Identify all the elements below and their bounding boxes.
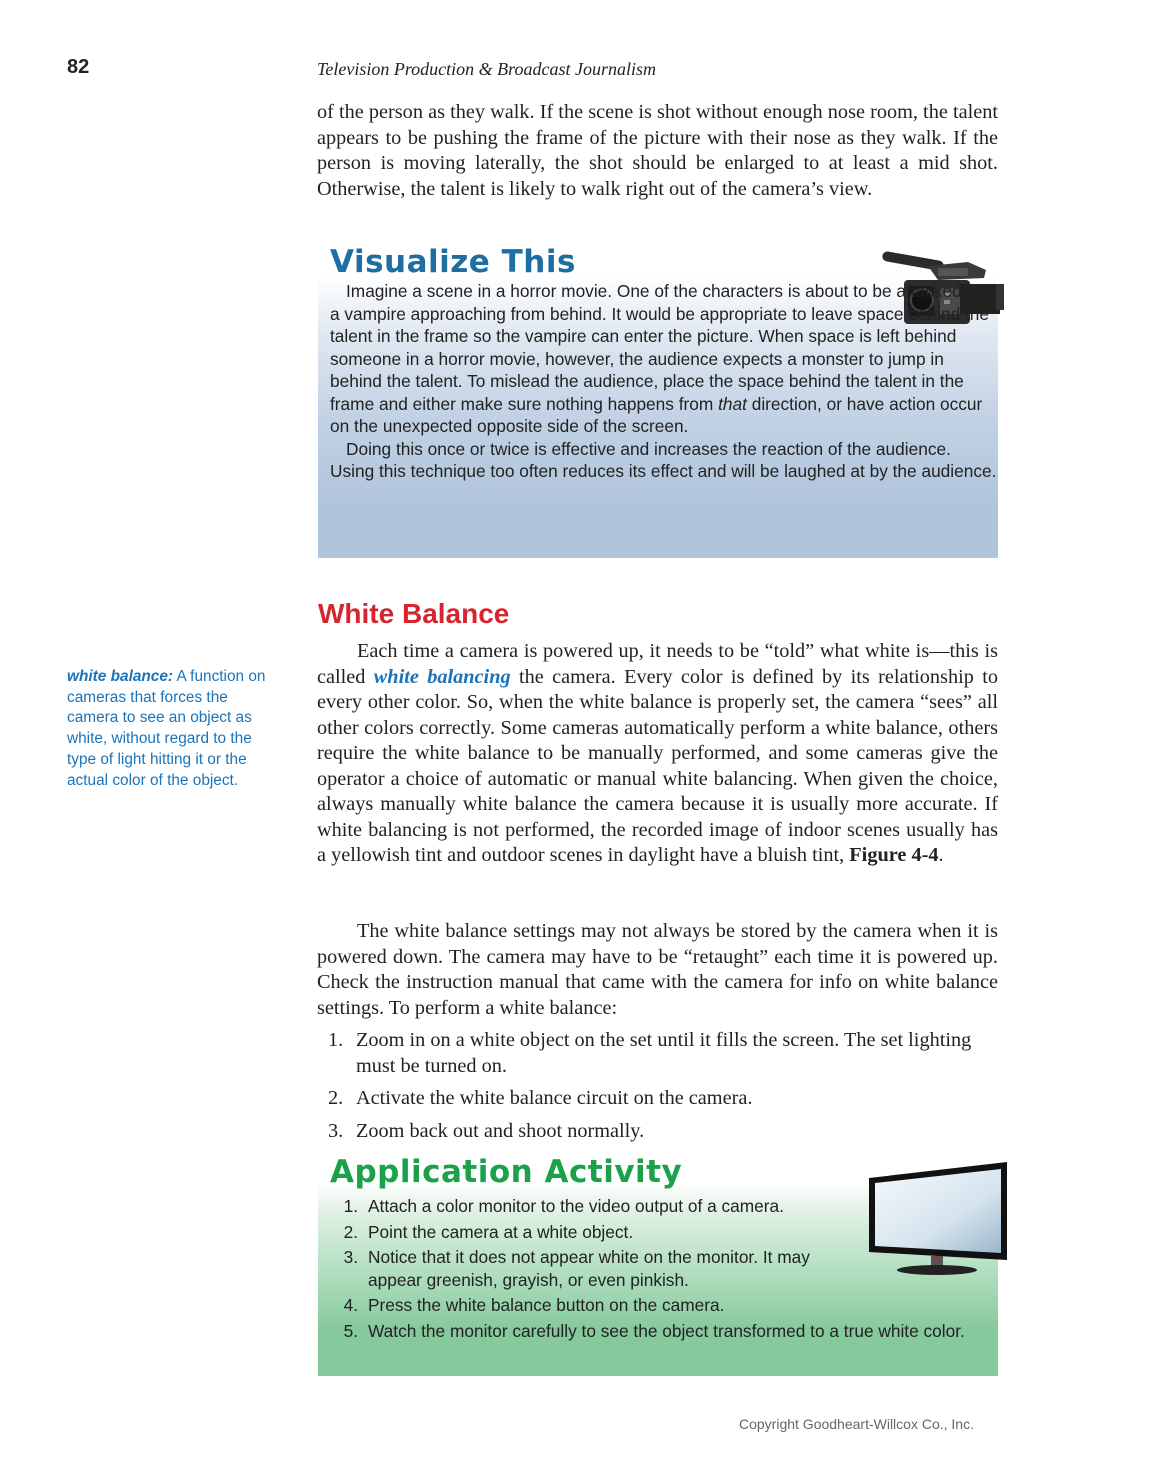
- copyright-footer: Copyright Goodheart-Willcox Co., Inc.: [739, 1416, 974, 1432]
- item-text: Watch the monitor carefully to see the object transformed to a true white color.: [368, 1320, 965, 1341]
- item-number: 2.: [343, 1221, 358, 1242]
- list-item: [328, 1086, 988, 1112]
- white-balance-steps: [328, 1028, 988, 1151]
- visualize-this-box: [318, 246, 998, 558]
- paragraph-text: The white balance settings may not always be stored by the camera when it is powered down. The camera may have to be “retaught” each time it is powered up. Check the instruction manual that came with the camera for info on white balance settings. To perform a white balance:: [317, 920, 998, 1019]
- list-item: [332, 1320, 972, 1343]
- paragraph-text: .: [938, 844, 944, 866]
- step-text: Zoom in on a white object on the set until it fills the screen. The set lighting must be turned on.: [356, 1029, 972, 1077]
- key-term-link[interactable]: white balancing: [373, 665, 511, 688]
- visualize-text: Imagine a scene in a horror movie. One of the characters is about to be attacked by a vampire approaching from behind. It would be appropriate to leave space behind the talent in the frame so the vampire can enter the picture. When space is left behind someone in a horror movie, however, the audience expects a monster to jump in behind the talent. To mislead the audience, place the space behind the talent in the frame and either make sure nothing happens from: [330, 281, 990, 414]
- section-heading-white-balance: White Balance: [318, 598, 510, 629]
- visualize-paragraph-1: [330, 280, 998, 438]
- white-balance-paragraph-1: [317, 639, 998, 869]
- paragraph-text: the camera. Every color is defined by its relationship to every other color. So, when the white balance is properly set, the camera “sees” all other colors correctly. Some cameras automatically perform a white balance, others require the white balance to be manually performed, and some cameras give the operator a choice of automatic or manual white balancing. When given the choice, always manually white balance the camera because it is usually more accurate. If white balancing is not performed, the recorded image of indoor scenes usually has a yellowish tint and outdoor scenes in daylight have a bluish tint,: [317, 665, 998, 866]
- step-text: Activate the white balance circuit on the camera.: [356, 1087, 753, 1109]
- step-text: Zoom back out and shoot normally.: [356, 1119, 645, 1142]
- visualize-this-body: [330, 280, 998, 483]
- item-number: 1.: [343, 1196, 358, 1216]
- step-number: 3.: [328, 1119, 344, 1142]
- activity-list: [332, 1195, 972, 1345]
- visualize-text: direction, or have action occur on the unexpected opposite side of the screen.: [330, 393, 983, 436]
- list-item: [332, 1246, 972, 1291]
- visualize-italic-text: that: [718, 393, 747, 414]
- item-text: Notice that it does not appear white on the monitor. It may appear greenish, grayish, or even pinkish.: [368, 1247, 810, 1290]
- page-number: 82: [67, 56, 90, 78]
- white-balance-paragraph-2: [317, 919, 998, 1021]
- visualize-text: Doing this once or twice is effective and increases the reaction of the audience. Using this technique too often reduces its effect and will be laughed at by the audience.: [330, 438, 997, 481]
- intro-paragraph: of the person as they walk. If the scene is shot without enough nose room, the talent appears to be pushing the frame of the picture with their nose as they walk. If the person is moving laterally, the shot should be enlarged to at least a mid shot. Otherwise, the talent is likely to walk right out of the camera’s view.: [317, 101, 998, 200]
- visualize-paragraph-2: [330, 438, 998, 483]
- list-item: [332, 1294, 972, 1317]
- item-text: Press the white balance button on the camera.: [368, 1295, 725, 1315]
- step-number: 1.: [328, 1029, 344, 1051]
- list-item: [328, 1119, 988, 1145]
- margin-definition: [67, 667, 277, 791]
- item-number: 3.: [343, 1247, 358, 1267]
- step-number: 2.: [328, 1087, 344, 1109]
- item-text: Attach a color monitor to the video output of a camera.: [368, 1196, 784, 1216]
- figure-reference: Figure 4-4: [849, 844, 939, 866]
- list-item: [332, 1195, 972, 1218]
- running-head: Television Production & Broadcast Journalism: [317, 59, 656, 79]
- application-activity-box: [318, 1154, 998, 1376]
- definition-term: white balance:: [67, 668, 174, 685]
- paragraph-text: Each time a camera is powered up, it needs to be “told” what white is—this is called: [317, 640, 998, 688]
- visualize-this-title: Visualize This: [330, 244, 576, 280]
- item-number: 5.: [343, 1320, 358, 1341]
- list-item: [332, 1221, 972, 1244]
- item-number: 4.: [343, 1295, 358, 1315]
- definition-text: A function on cameras that forces the camera to see an object as white, without regard to the type of light hitting it or the actual color of the object.: [67, 668, 266, 789]
- application-activity-title: Application Activity: [330, 1154, 683, 1190]
- list-item: [328, 1028, 988, 1079]
- item-text: Point the camera at a white object.: [368, 1221, 634, 1242]
